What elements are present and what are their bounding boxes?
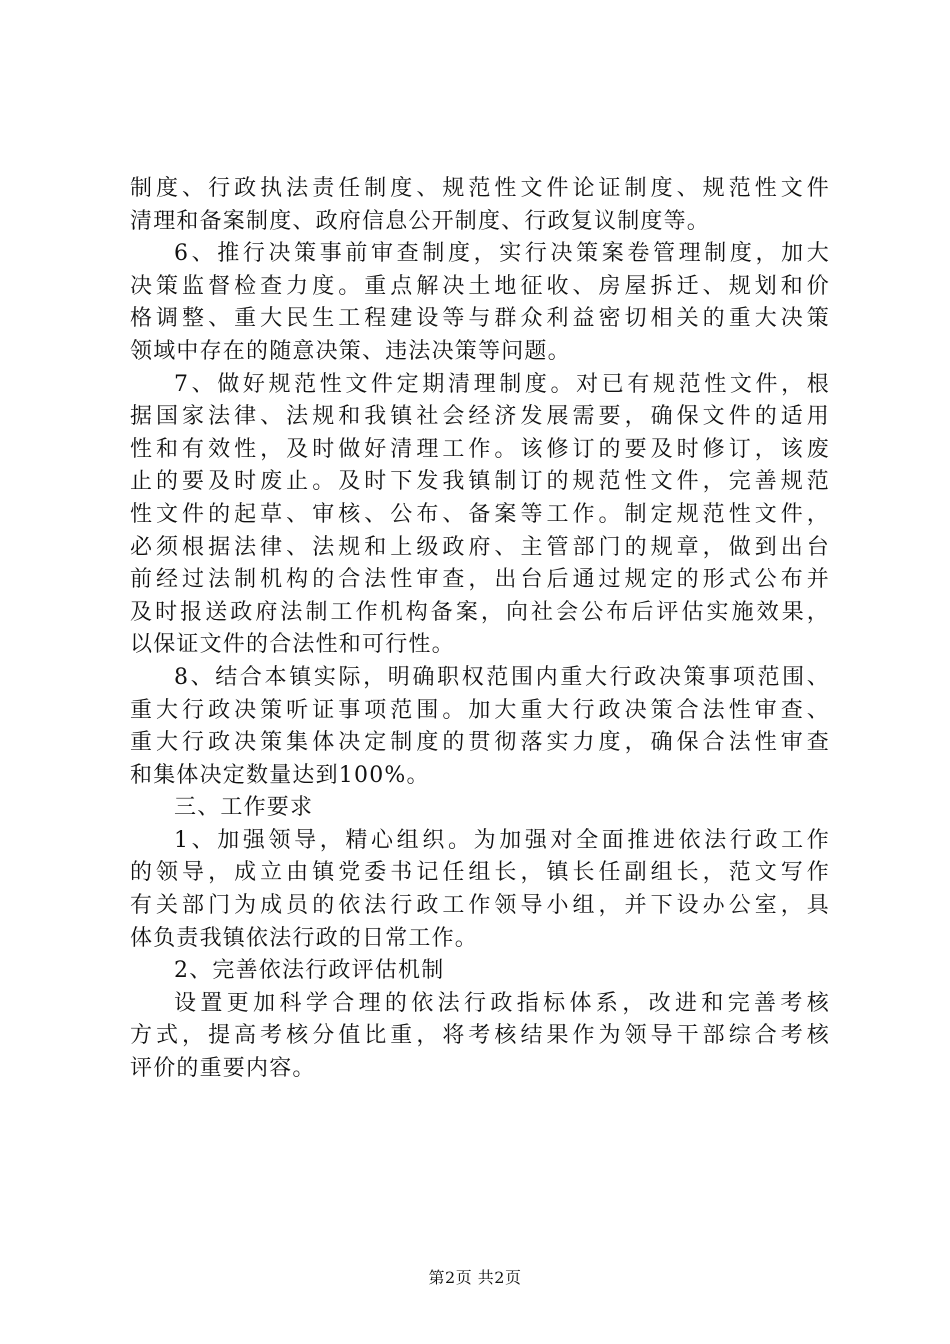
text-line: 清理和备案制度、政府信息公开制度、行政复议制度等。: [130, 208, 711, 234]
text-line: 设置更加科学合理的依法行政指标体系，改进和完善考核: [174, 990, 830, 1016]
text-line: 1、加强领导，精心组织。为加强对全面推进依法行政工作: [174, 827, 830, 853]
text-line: 7、做好规范性文件定期清理制度。对已有规范性文件，根: [174, 371, 830, 397]
text-line: 性文件的起草、审核、公布、备案等工作。制定规范性文件，: [130, 501, 830, 527]
document-body: [130, 173, 830, 1086]
text-line: 及时报送政府法制工作机构备案，向社会公布后评估实施效果，: [130, 599, 830, 625]
text-line: 重大行政决策集体决定制度的贯彻落实力度，确保合法性审查: [130, 730, 830, 756]
text-line: 重大行政决策听证事项范围。加大重大行政决策合法性审查、: [130, 697, 830, 723]
text-line: 和集体决定数量达到100%。: [130, 762, 430, 788]
page-footer: 第2页 共2页: [428, 1268, 522, 1287]
text-line: 性和有效性，及时做好清理工作。该修订的要及时修订，该废: [130, 436, 830, 462]
text-line: 格调整、重大民生工程建设等与群众利益密切相关的重大决策: [130, 306, 830, 332]
text-line: 制度、行政执法责任制度、规范性文件论证制度、规范性文件: [130, 176, 830, 201]
text-line: 6、推行决策事前审查制度，实行决策案卷管理制度，加大: [174, 241, 830, 267]
text-line: 三、工作要求: [174, 795, 314, 821]
text-line: 2、完善依法行政评估机制: [174, 958, 445, 984]
text-line: 的领导，成立由镇党委书记任组长，镇长任副组长，范文写作: [130, 860, 830, 886]
text-line: 前经过法制机构的合法性审查，出台后通过规定的形式公布并: [130, 567, 830, 593]
text-line: 体负责我镇依法行政的日常工作。: [130, 925, 479, 951]
text-line: 评价的重要内容。: [130, 1056, 316, 1082]
text-line: 有关部门为成员的依法行政工作领导小组，并下设办公室，具: [130, 893, 830, 919]
text-line: 方式，提高考核分值比重，将考核结果作为领导干部综合考核: [130, 1023, 830, 1049]
text-line: 以保证文件的合法性和可行性。: [130, 632, 455, 658]
text-line: 领域中存在的随意决策、违法决策等问题。: [130, 338, 571, 364]
text-line: 据国家法律、法规和我镇社会经济发展需要，确保文件的适用: [130, 404, 830, 430]
text-line: 8、结合本镇实际，明确职权范围内重大行政决策事项范围、: [174, 664, 830, 690]
text-line: 止的要及时废止。及时下发我镇制订的规范性文件，完善规范: [130, 469, 830, 495]
text-line: 必须根据法律、法规和上级政府、主管部门的规章，做到出台: [130, 534, 830, 560]
text-line: 决策监督检查力度。重点解决土地征收、房屋拆迁、规划和价: [130, 273, 830, 299]
